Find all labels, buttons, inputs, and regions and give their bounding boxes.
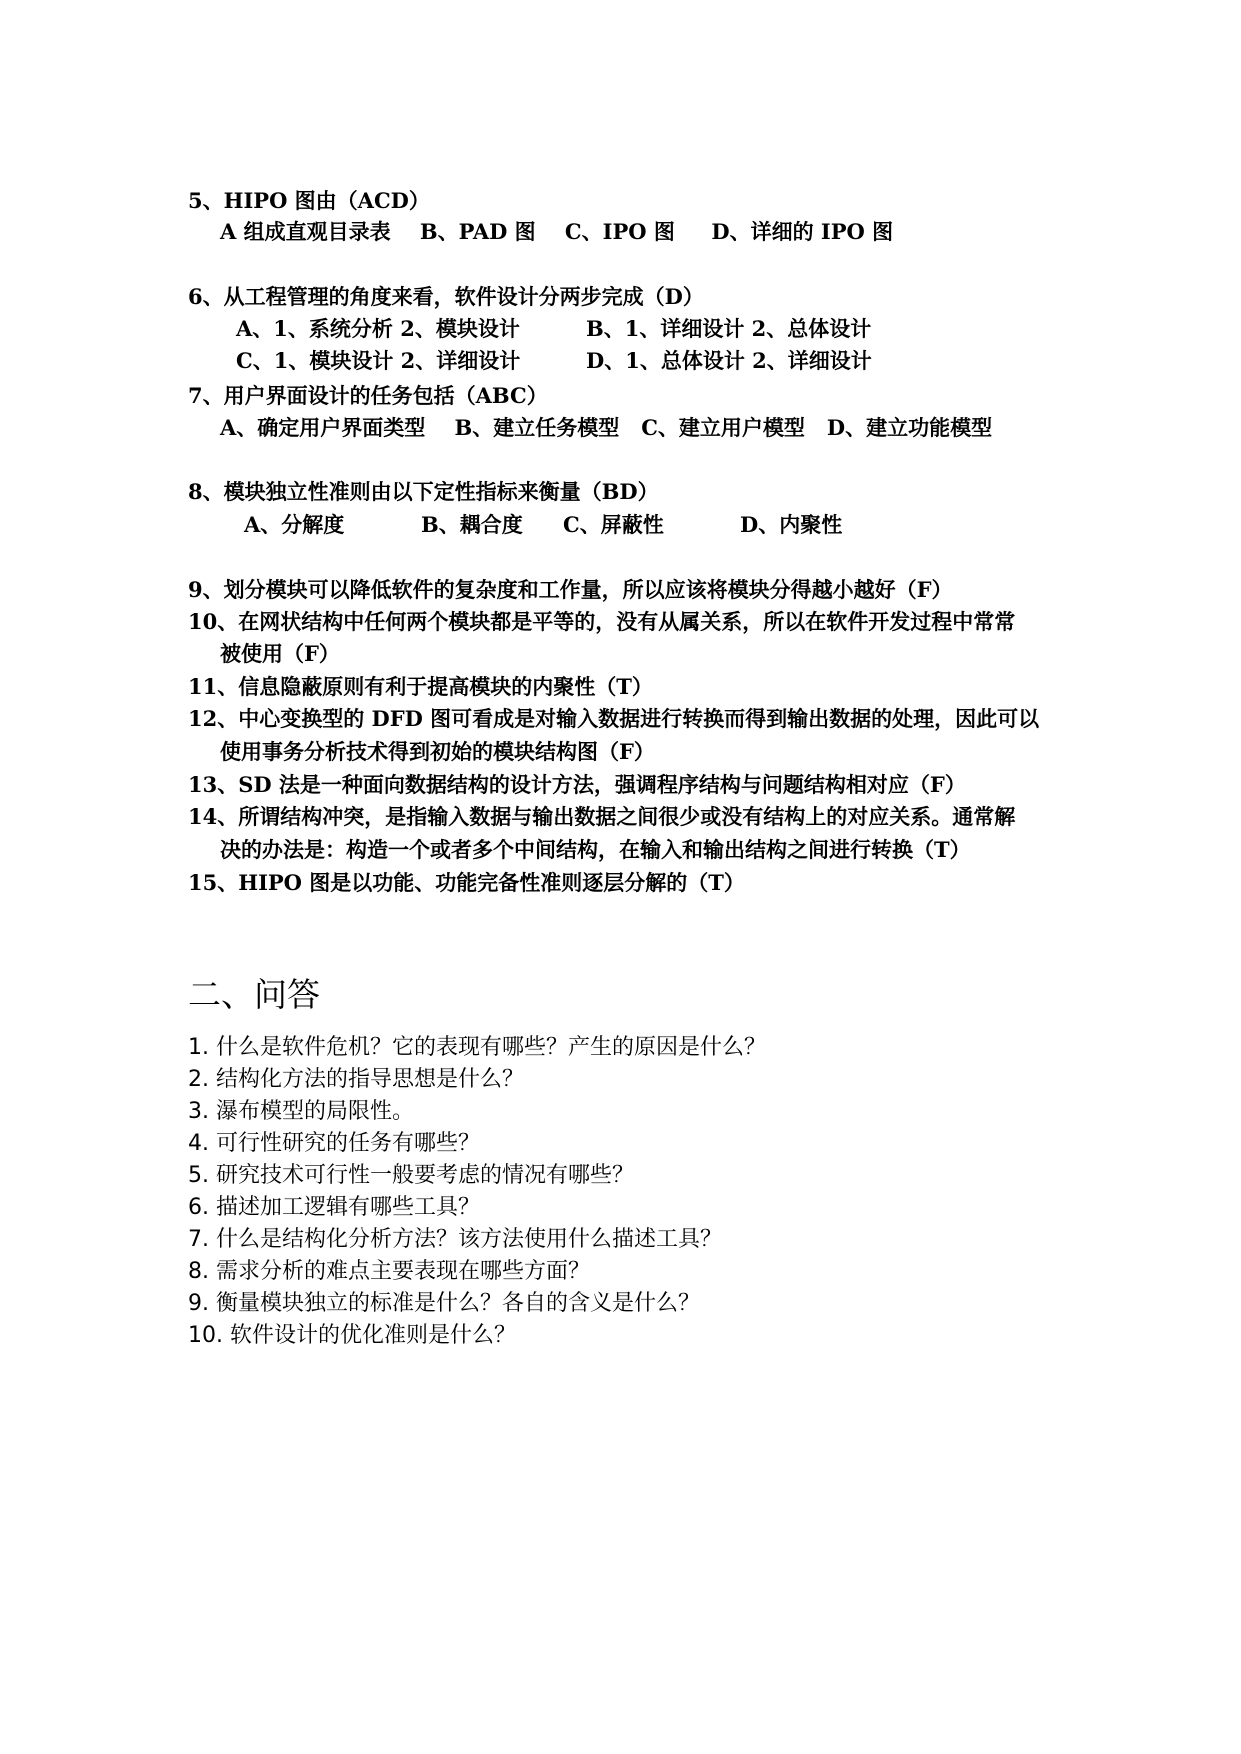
question-7-stem: 7、用户界面设计的任务包括（ABC）: [188, 383, 548, 408]
qa-item: 3. 瀑布模型的局限性。: [188, 1099, 414, 1124]
question-8-option-a: A、分解度: [244, 512, 345, 537]
judgment-line: 11、信息隐蔽原则有利于提高模块的内聚性（T）: [188, 674, 653, 699]
question-6-option-a: A、1、系统分析 2、模块设计: [236, 316, 520, 341]
judgment-line: 使用事务分析技术得到初始的模块结构图（F）: [220, 739, 655, 764]
judgment-line: 12、中心变换型的 DFD 图可看成是对输入数据进行转换而得到输出数据的处理，因此可以: [188, 706, 1040, 731]
question-8-stem: 8、模块独立性准则由以下定性指标来衡量（BD）: [188, 479, 659, 504]
qa-item: 7. 什么是结构化分析方法？该方法使用什么描述工具？: [188, 1227, 722, 1252]
judgment-line: 14、所谓结构冲突，是指输入数据与输出数据之间很少或没有结构上的对应关系。通常解: [188, 804, 1016, 829]
judgment-line: 13、SD 法是一种面向数据结构的设计方法，强调程序结构与问题结构相对应（F）: [188, 772, 966, 797]
question-6-option-d: D、1、总体设计 2、详细设计: [586, 348, 872, 373]
section-title: 二、问答: [188, 975, 320, 1014]
judgment-line: 决的办法是：构造一个或者多个中间结构，在输入和输出结构之间进行转换（T）: [220, 837, 971, 862]
judgment-line: 10、在网状结构中任何两个模块都是平等的，没有从属关系，所以在软件开发过程中常常: [188, 609, 1016, 634]
question-6-option-c: C、1、模块设计 2、详细设计: [236, 348, 521, 373]
question-6-option-b: B、1、详细设计 2、总体设计: [586, 316, 872, 341]
qa-item: 5. 研究技术可行性一般要考虑的情况有哪些？: [188, 1163, 634, 1188]
question-5-options: A 组成直观目录表 B、PAD 图 C、IPO 图 D、详细的 IPO 图: [220, 219, 894, 244]
judgment-line: 9、划分模块可以降低软件的复杂度和工作量，所以应该将模块分得越小越好（F）: [188, 577, 953, 602]
qa-item: 6. 描述加工逻辑有哪些工具？: [188, 1195, 480, 1220]
question-8-option-b: B、耦合度: [421, 512, 523, 537]
question-8-option-c: C、屏蔽性: [563, 512, 664, 537]
qa-item: 4. 可行性研究的任务有哪些？: [188, 1131, 480, 1156]
question-8-option-d: D、内聚性: [740, 512, 843, 537]
question-7-options: A、确定用户界面类型 B、建立任务模型 C、建立用户模型 D、建立功能模型: [220, 415, 993, 440]
question-5-stem: 5、HIPO 图由（ACD）: [188, 188, 430, 213]
qa-item: 8. 需求分析的难点主要表现在哪些方面？: [188, 1259, 590, 1284]
qa-item: 1. 什么是软件危机？它的表现有哪些？产生的原因是什么？: [188, 1035, 766, 1060]
qa-item: 9. 衡量模块独立的标准是什么？各自的含义是什么？: [188, 1291, 700, 1316]
judgment-line: 被使用（F）: [220, 641, 340, 666]
judgment-line: 15、HIPO 图是以功能、功能完备性准则逐层分解的（T）: [188, 870, 745, 895]
question-6-stem: 6、从工程管理的角度来看，软件设计分两步完成（D）: [188, 284, 704, 309]
qa-item: 2. 结构化方法的指导思想是什么？: [188, 1067, 524, 1092]
qa-item: 10. 软件设计的优化准则是什么？: [188, 1323, 516, 1348]
